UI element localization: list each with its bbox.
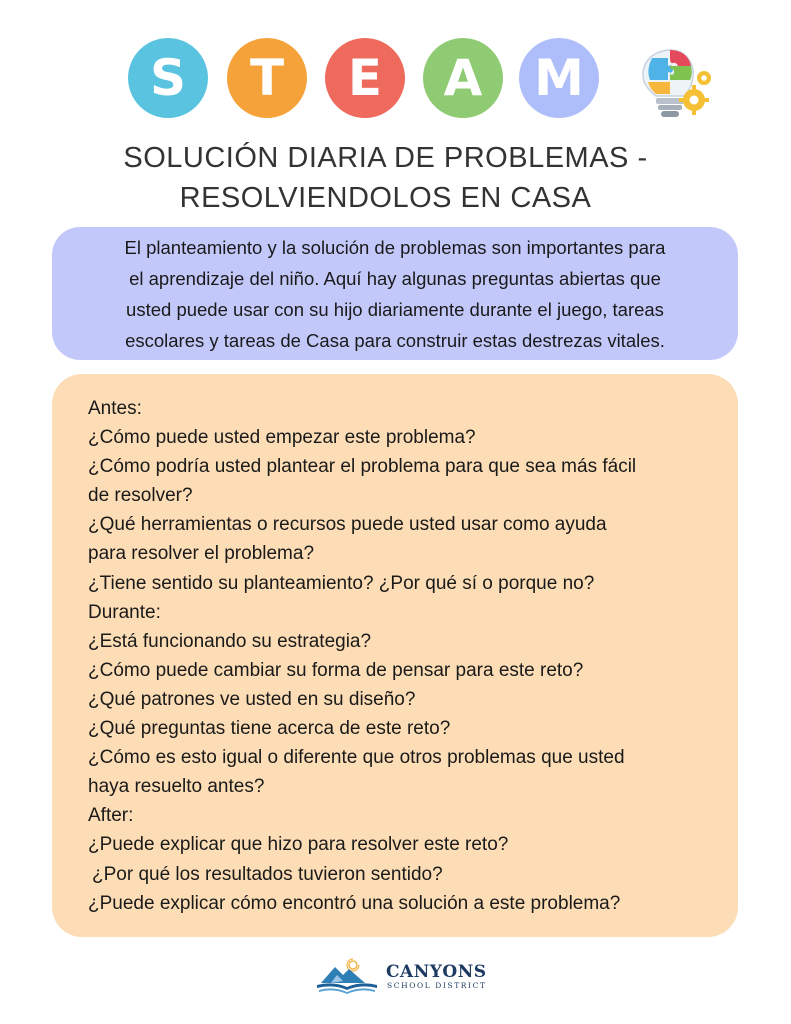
question-line: para resolver el problema? (88, 543, 315, 565)
intro-line: usted puede usar con su hijo diariamente durante el juego, tareas (126, 298, 664, 320)
letter-t: T (249, 49, 285, 107)
question-line: ¿Cómo es esto igual o diferente que otros problemas que usted (88, 747, 625, 769)
section-heading-after: After: (88, 805, 134, 827)
title-line-2: RESOLVIENDOLOS EN CASA (179, 182, 592, 214)
canyons-logo (313, 955, 488, 997)
mountain-book-icon (313, 955, 381, 997)
question-line: ¿Cómo podría usted plantear el problema para que sea más fácil (88, 456, 637, 478)
logo-name: CANYONS (386, 962, 487, 982)
letter-s: S (149, 49, 186, 107)
question-line: ¿Por qué los resultados tuvieron sentido? (92, 863, 443, 885)
question-line: haya resuelto antes? (88, 776, 265, 798)
question-line: ¿Puede explicar cómo encontró una solución a este problema? (88, 892, 621, 914)
title-line-1: SOLUCIÓN DIARIA DE PROBLEMAS - (123, 142, 648, 174)
questions-list (88, 394, 708, 918)
question-line: ¿Qué herramientas o recursos puede usted usar como ayuda (88, 514, 607, 536)
intro-line: El planteamiento y la solución de problemas son importantes para (124, 236, 666, 258)
question-line: de resolver? (88, 485, 193, 507)
question-line: ¿Cómo puede cambiar su forma de pensar para este reto? (88, 659, 584, 681)
question-line: ¿Qué preguntas tiene acerca de este reto? (88, 718, 451, 740)
section-heading-durante: Durante: (88, 601, 161, 623)
letter-m: M (534, 49, 584, 107)
intro-box (52, 227, 738, 360)
question-line: ¿Tiene sentido su planteamiento? ¿Por qué sí o porque no? (88, 572, 595, 594)
question-line: ¿Puede explicar que hizo para resolver este reto? (88, 834, 509, 856)
intro-text (125, 232, 666, 356)
letter-s-circle (128, 38, 208, 118)
question-line: ¿Cómo puede usted empezar este problema? (88, 427, 476, 449)
letter-a: A (443, 49, 483, 107)
letter-e: E (347, 49, 383, 107)
intro-line: escolares y tareas de Casa para construir estas destrezas vitales. (125, 329, 665, 351)
questions-box (52, 374, 738, 937)
letter-m-circle (519, 38, 599, 118)
letter-t-circle (227, 38, 307, 118)
letter-e-circle (325, 38, 405, 118)
letter-a-circle (423, 38, 503, 118)
logo-subtitle: SCHOOL DISTRICT (387, 981, 487, 990)
puzzle-lightbulb-gears-icon (630, 38, 714, 126)
page-title (0, 138, 791, 218)
section-heading-antes: Antes: (88, 398, 142, 419)
question-line: ¿Qué patrones ve usted en su diseño? (88, 688, 416, 710)
question-line: ¿Está funcionando su estrategia? (88, 630, 372, 652)
intro-line: el aprendizaje del niño. Aquí hay algunas preguntas abiertas que (129, 267, 661, 289)
